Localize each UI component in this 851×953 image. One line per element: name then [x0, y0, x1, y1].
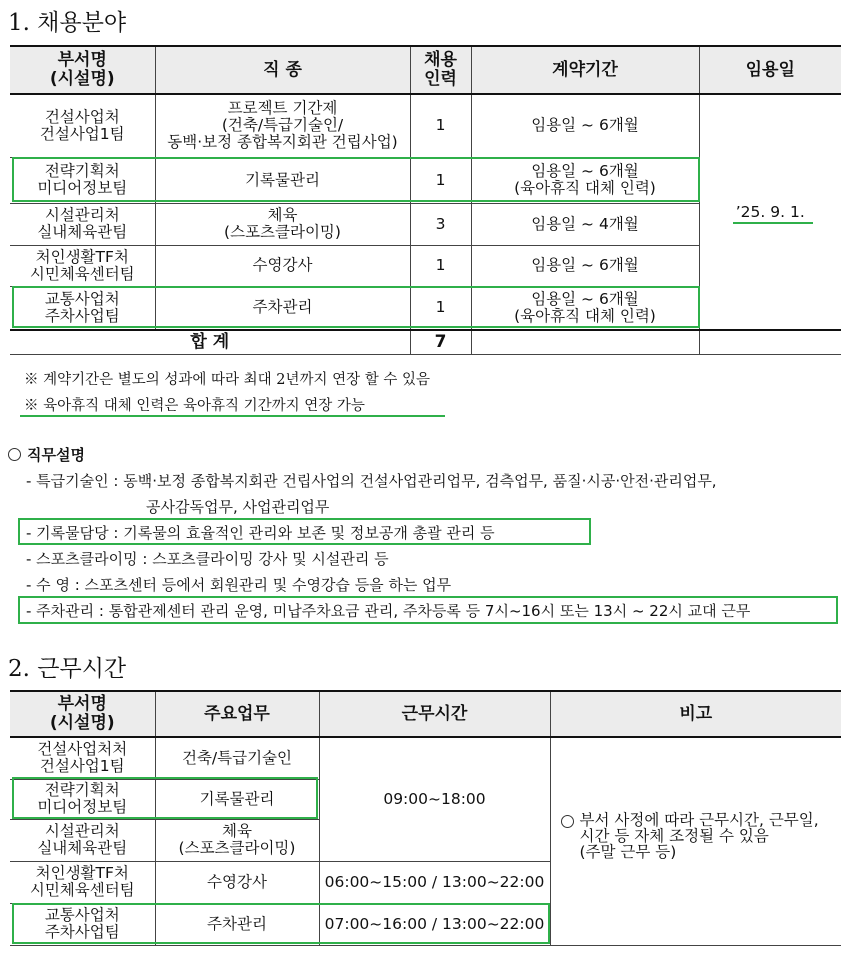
count-cell: 1 [410, 94, 471, 157]
header-remark: 비고 [550, 691, 841, 737]
period-cell: 임용일 ~ 6개월 (육아휴직 대체 인력) [471, 157, 699, 203]
total-label: 합 계 [10, 330, 410, 354]
header-period: 계약기간 [471, 46, 699, 94]
recruitment-table [10, 45, 841, 355]
period-cell: 임용일 ~ 6개월 [471, 94, 699, 157]
section1-title: 1. 채용분야 [8, 10, 127, 36]
job-cell: 프로젝트 기간제 (건축/특급기술인/ 동백·보정 종합복지회관 건립사업) [155, 94, 410, 157]
total-count: 7 [410, 330, 471, 354]
remark-text: 부서 사정에 따라 근무시간, 근무일, 시간 등 자체 조정될 수 있음 (주말 근무 등) [579, 811, 819, 862]
dept-cell: 건설사업처처 건설사업1팀 [10, 737, 155, 779]
dept-cell: 전략기획처 미디어정보팀 [10, 157, 155, 203]
period-cell: 임용일 ~ 6개월 [471, 245, 699, 286]
duty-item: - 스포츠클라이밍 : 스포츠클라이밍 강사 및 시설관리 등 [26, 550, 389, 568]
dept-cell: 전략기획처 미디어정보팀 [10, 779, 155, 819]
period-cell: 임용일 ~ 6개월 (육아휴직 대체 인력) [471, 286, 699, 330]
total-row [10, 330, 841, 354]
note-1: ※ 계약기간은 별도의 성과에 따라 최대 2년까지 연장 할 수 있음 [24, 372, 430, 388]
section2-title: 2. 근무시간 [8, 656, 127, 682]
period-cell: 임용일 ~ 4개월 [471, 203, 699, 245]
header-dept: 부서명 (시설명) [10, 691, 155, 737]
underline [20, 415, 445, 417]
header-task: 주요업무 [155, 691, 319, 737]
remark-cell [550, 737, 841, 945]
duty-item: 공사감독업무, 사업관리업무 [146, 498, 330, 516]
header-start: 임용일 [699, 46, 841, 94]
duties-heading [8, 444, 85, 465]
hours-cell: 06:00~15:00 / 13:00~22:00 [319, 861, 550, 903]
duty-item: - 주차관리 : 통합관제센터 관리 운영, 미납주차요금 관리, 주차등록 등 7시~16시 또는 13시 ~ 22시 교대 근무 [26, 602, 751, 620]
dept-cell: 처인생활TF처 시민체육센터팀 [10, 245, 155, 286]
duty-item: - 특급기술인 : 동백·보정 종합복지회관 건립사업의 건설사업관리업무, 검측업무, 품질·시공·안전·관리업무, [26, 472, 717, 490]
task-cell: 체육 (스포츠클라이밍) [155, 819, 319, 861]
header-dept: 부서명 (시설명) [10, 46, 155, 94]
hours-cell: 07:00~16:00 / 13:00~22:00 [319, 903, 550, 945]
table-row [10, 737, 841, 779]
note-2: ※ 육아휴직 대체 인력은 육아휴직 기간까지 연장 가능 [24, 398, 365, 414]
job-cell: 체육 (스포츠클라이밍) [155, 203, 410, 245]
duties-title: 직무설명 [27, 446, 85, 464]
dept-cell: 시설관리처 실내체육관팀 [10, 819, 155, 861]
task-cell: 수영강사 [155, 861, 319, 903]
circle-bullet-icon [561, 815, 574, 828]
job-cell: 주차관리 [155, 286, 410, 330]
task-cell: 기록물관리 [155, 779, 319, 819]
header-count: 채용 인력 [410, 46, 471, 94]
hours-cell: 09:00~18:00 [319, 737, 550, 861]
task-cell: 건축/특급기술인 [155, 737, 319, 779]
underline [733, 222, 813, 224]
count-cell: 1 [410, 157, 471, 203]
dept-cell: 교통사업처 주차사업팀 [10, 903, 155, 945]
circle-bullet-icon [8, 448, 21, 461]
start-date: ’25. 9. 1. [735, 202, 805, 221]
table-row [10, 94, 841, 157]
work-hours-table [10, 690, 841, 946]
job-cell: 수영강사 [155, 245, 410, 286]
duty-item: - 기록물담당 : 기록물의 효율적인 관리와 보존 및 정보공개 총괄 관리 등 [26, 524, 495, 542]
count-cell: 1 [410, 286, 471, 330]
header-job: 직 종 [155, 46, 410, 94]
count-cell: 1 [410, 245, 471, 286]
header-hours: 근무시간 [319, 691, 550, 737]
task-cell: 주차관리 [155, 903, 319, 945]
dept-cell: 시설관리처 실내체육관팀 [10, 203, 155, 245]
dept-cell: 건설사업처 건설사업1팀 [10, 94, 155, 157]
dept-cell: 처인생활TF처 시민체육센터팀 [10, 861, 155, 903]
dept-cell: 교통사업처 주차사업팀 [10, 286, 155, 330]
start-date-cell [699, 94, 841, 330]
job-cell: 기록물관리 [155, 157, 410, 203]
duty-item: - 수 영 : 스포츠센터 등에서 회원관리 및 수영강습 등을 하는 업무 [26, 576, 452, 594]
count-cell: 3 [410, 203, 471, 245]
